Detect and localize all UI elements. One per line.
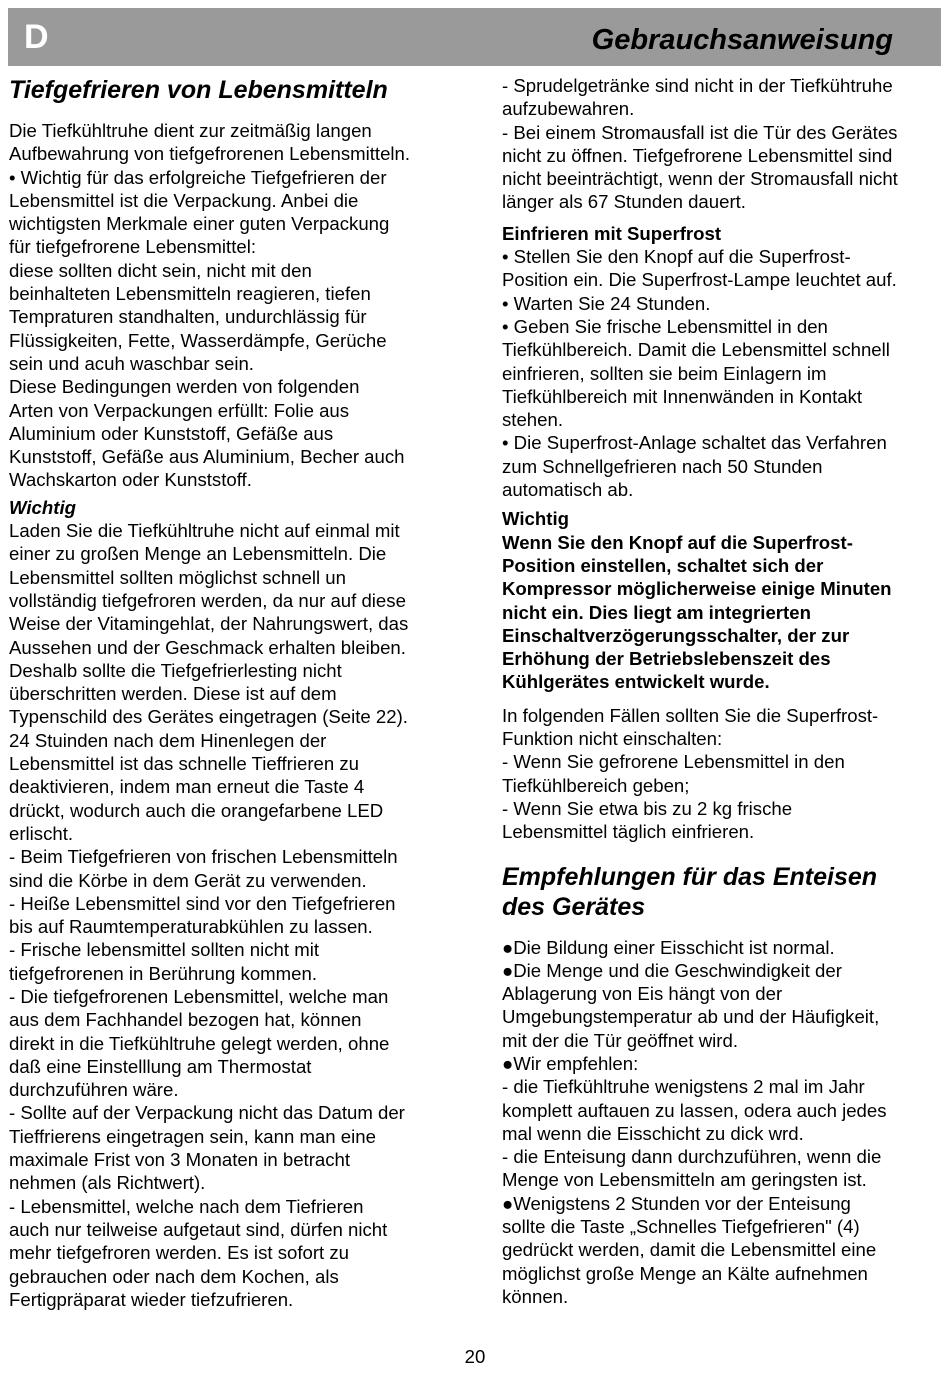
wichtig-text-right: Wenn Sie den Knopf auf die Superfrost- Position einstellen, schaltet sich der Kompressor möglicherweise einige Minuten nicht ein. Dies liegt am integrierten Einschaltverzögerungsschalter, der zur Erhöhung der Betriebslebenszeit des Kühlgerätes entwickelt wurde. bbox=[502, 531, 892, 693]
section-title-defrost: Empfehlungen für das Enteisen des Gerätes bbox=[502, 862, 878, 921]
language-label: D bbox=[24, 18, 49, 56]
page-number: 20 bbox=[464, 1346, 486, 1367]
wichtig-heading-left: Wichtig bbox=[9, 496, 76, 518]
superfrost-heading: Einfrieren mit Superfrost bbox=[502, 222, 722, 244]
wichtig-heading-right: Wichtig bbox=[502, 508, 569, 530]
freezing-intro-text: Die Tiefkühltruhe dient zur zeitmäßig langen Aufbewahrung von tiefgefrorenen Lebensmitteln. • Wichtig für das erfolgreiche Tiefgefrieren der Lebensmittel ist die Verpackung. Anbei die wichtigsten Merkmale einer guten Verpackung für tiefgefrorene Lebensmittel: diese sollten dicht sein, nicht mit den beinhalteten Lebensmitteln reagieren, tiefen Tempraturen standhalten, undurchlässig für Flüssigkeiten, Fette, Wasserdämpfe, Gerüche sein und acuh waschbar sein. Diese Bedingungen werden von folgenden Arten von Verpackungen erfüllt: Folie aus Aluminium oder Kunststoff, Gefäße aus Kunststoff, Gefäße aus Aluminium, Becher auch Wachskarton oder Kunststoff. bbox=[9, 120, 411, 491]
wichtig-text-left: Laden Sie die Tiefkühltruhe nicht auf einmal mit einer zu großen Menge an Lebensmitteln. Die Lebensmittel sollten möglichst schnell un vollständig tiefgefroren werden, da nur auf diese Weise der Vitamingehlat, der Nahrungswert, das Aussehen und der Geschmack erhalten bleiben. Deshalb sollte die Tiefgefrierlesting nicht überschritten werden. Diese ist auf dem Typenschild des Gerätes eingetragen (Seite 22). 24 Stuinden nach dem Hinenlegen der Lebensmittel ist das schnelle Tieffrieren zu deaktivieren, indem man erneut die Taste 4 drückt, wodurch auch die orangefarbene LED erlischt. - Beim Tiefgefrieren von frischen Lebensmitteln sind die Körbe in dem Gerät zu verwenden. - Heiße Lebensmittel sind vor den Tiefgefrieren bis auf Raumtemperaturabkühlen zu lassen. - Frische lebensmittel sollten nicht mit tiefgefrorenen in Berührung kommen. - Die tiefgefrorenen Lebensmittel, welche man aus dem Fachhandel bezogen hat, können direkt in die Tiefkühltruhe gelegt werden, ohne daß eine Einstelllung am Thermostat durchzuführen wäre. - Sollte auf der Verpackung nicht das Datum der Tieffrierens eingetragen sein, kann man eine maximale Frist von 3 Monaten in betracht nehmen (als Richtwert). - Lebensmittel, welche nach dem Tiefrieren auch nur teilweise aufgetaut sind, dürfen nicht mehr tiefgefroren werden. Es ist sofort zu gebrauchen oder nach dem Kochen, als Fertigpräparat wieder tiefzufrieren. bbox=[9, 520, 409, 1310]
superfrost-text: • Stellen Sie den Knopf auf die Superfrost- Position ein. Die Superfrost-Lampe leuchtet auf. • Warten Sie 24 Stunden. • Geben Sie frische Lebensmittel in den Tiefkühlbereich. Damit die Lebensmittel schnell einfrieren, sollten sie beim Einlagern im Tiefkühlbereich mit Innenwänden in Kontakt stehen. • Die Superfrost-Anlage schaltet das Verfahren zum Schnellgefrieren nach 50 Stunden automatisch ab. bbox=[502, 246, 897, 501]
document-title: Gebrauchsanweisung bbox=[591, 24, 893, 56]
page-header bbox=[8, 8, 941, 66]
section-title-freezing: Tiefgefrieren von Lebensmitteln bbox=[9, 76, 388, 104]
right-column bbox=[502, 74, 940, 1308]
storage-notes-text: - Sprudelgetränke sind nicht in der Tiefkühtruhe aufzubewahren. - Bei einem Stromausfall ist die Tür des Gerätes nicht zu öffnen. Tiefgefrorene Lebensmittel sind nicht beeinträchtigt, wenn der Stromausfall nicht länger als 67 Stunden dauert. bbox=[502, 75, 898, 213]
left-column bbox=[9, 74, 449, 1311]
defrost-text: ●Die Bildung einer Eisschicht ist normal. ●Die Menge und die Geschwindigkeit der Ablagerung von Eis hängt von der Umgebungstemperatur ab und der Häufigkeit, mit der die Tür geöffnet wird. ●Wir empfehlen: - die Tiefkühltruhe wenigstens 2 mal im Jahr komplett auftauen zu lassen, odera auch jedes mal wenn die Eisschicht zu dick wrd. - die Enteisung dann durchzuführen, wenn die Menge von Lebensmitteln am geringsten ist. ●Wenigstens 2 Stunden vor der Enteisung sollte die Taste „Schnelles Tiefgefrieren" (4) gedrückt werden, damit die Lebensmittel eine möglichst große Menge an Kälte aufnehmen können. bbox=[502, 936, 887, 1307]
superfrost-cases-text: In folgenden Fällen sollten Sie die Superfrost- Funktion nicht einschalten: - Wenn Sie gefrorene Lebensmittel in den Tiefkühlbereich geben; - Wenn Sie etwa bis zu 2 kg frische Lebensmittel täglich einfrieren. bbox=[502, 704, 879, 843]
